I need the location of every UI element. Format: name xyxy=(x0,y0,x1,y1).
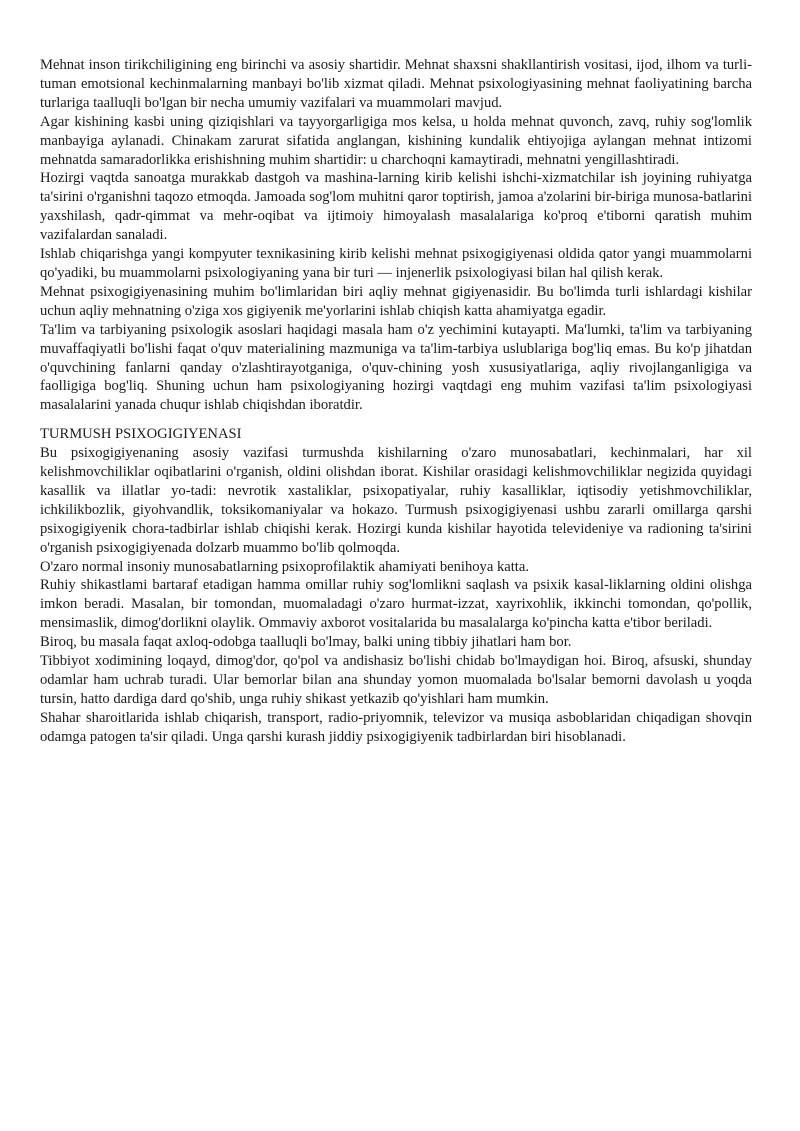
paragraph-education-psychology: Ta'lim va tarbiyaning psixologik asoslari haqidagi masala ham o'z yechimini kutayapti. Ma'lumki, ta'lim va tarbiyaning muvaffaqiyatli bo'lishi faqat o'quv materialining mazmuniga va ta'lim-tarbiya uslublariga bog'liq emas. Bu ko'p jihatdan o'quvchining fanlarni qanday o'zlashtirayotganiga, o'quv-chining yosh xususiyatlariga, aqliy rivojlanganligiga va faolligiga bog'liq. Shuning uchun ham psixologiyaning hozirgi vaqtdagi eng muhim vazifasi ta'lim psixologiyasi masalalarini yanada chuqur ishlab chiqishdan iboratdir. xyxy=(40,321,752,414)
paragraph-household-task: Bu psixogigiyenaning asosiy vazifasi turmushda kishilarning o'zaro munosabatlari, kechinmalari, har xil kelishmovchiliklar oqibatlarini o'rganish, oldini olishdan iborat. Kishilar orasidagi kelishmovchiliklar negizida quyidagi kasallik va illatlar yo-tadi: nevrotik xastaliklar, psixopatiyalar, ruhiy kasalliklar, iqtisodiy yetishmovchiliklar, ichkilikbozlik, giyohvandlik, toksikomaniyalar va hokazo. Turmush psixogigiyenasi ushbu zararli omillarga qarshi psixogigiyenik chora-tadbirlar ishlab chiqishi kerak. Hozirgi kunda kishilar hayotida televideniye va radioning ta'sirini o'rganish psixogigiyenada dolzarb muammo bo'lib qolmoqda. xyxy=(40,445,752,556)
paragraph-profession-joy: Agar kishining kasbi uning qiziqishlari va tayyorgarligiga mos kelsa, u holda mehnat quvonch, zavq, ruhiy sog'lomlik manbayiga aylanadi. Chinakam zarurat sifatida anglangan, kishining kundalik ehtiyojiga aylangan mehnat intizomi mehnatda samaradorlikka erishishning muhim shartidir: u charchoqni kamaytiradi, mehnatni yengillashtiradi. xyxy=(40,113,752,168)
paragraph-normal-relations: O'zaro normal insoniy munosabatlarning psixoprofilaktik ahamiyati benihoya katta. xyxy=(40,558,529,575)
paragraph-urban-noise: Shahar sharoitlarida ishlab chiqarish, transport, radio-priyomnik, televizor va musiqa asboblaridan chiqadigan shovqin odamga patogen ta'sir qiladi. Unga qarshi kurash jiddiy psixogigiyenik tadbirlardan biri hisoblanadi. xyxy=(40,709,752,745)
section-spacer xyxy=(40,415,752,425)
paragraph-trauma-factors: Ruhiy shikastlami bartaraf etadigan hamma omillar ruhiy sog'lomlikni saqlash va psixik kasal-liklarning oldini olishga imkon beradi. Masalan, bir tomondan, muomaladagi o'zaro hurmat-izzat, xayrixohlik, ikkinchi tomondan, qo'pollik, mensimaslik, dimog'dorlikni olaylik. Ommaviy axborot vositalarida bu masalalarga ko'pincha katta e'tibor beriladi. xyxy=(40,577,752,632)
document-page xyxy=(40,56,752,747)
paragraph-computer-technology: Ishlab chiqarishga yangi kompyuter texnikasining kirib kelishi mehnat psixogigiyenasi oldida qator yangi muammolarni qo'yadiki, bu muammolarni psixologiyaning yana bir turi — injenerlik psixologiyasi bilan hal qilish kerak. xyxy=(40,246,752,281)
paragraph-industry-workplace: Hozirgi vaqtda sanoatga murakkab dastgoh va mashina-larning kirib kelishi ishchi-xizmatchilar ish joyining ruhiyatga ta'sirini o'rganishni taqozo etmoqda. Jamoada sog'lom muhitni qaror toptirish, jamoa a'zolarini bir-biriga munosa-batlarini yaxshilash, qadr-qimmat va mehr-oqibat va ijtimoiy himoyalash masalalariga ko'proq e'tiborni qaratish muhim vazifalardan sanaladi. xyxy=(40,170,752,244)
section-heading: TURMUSH PSIXOGIGIYENASI xyxy=(40,426,242,443)
paragraph-mental-labor: Mehnat psixogigiyenasining muhim bo'limlaridan biri aqliy mehnat gigiyenasidir. Bu bo'limda turli ishlardagi kishilar uchun aqliy mehnatning o'ziga xos gigiyenik me'yorlarini ishlab chiqish katta ahamiyatga egadir. xyxy=(40,283,752,319)
paragraph-labor-basis: Mehnat inson tirikchiligining eng birinchi va asosiy shartidir. Mehnat shaxsni shakllantirish vositasi, ijod, ilhom va turli-tuman emotsional kechinmalarning manbayi bo'lib xizmat qiladi. Mehnat psixologiyasining mehnat faoliyatining barcha turlariga taalluqli bo'lgan bir necha umumiy vazifalari va muammolari mavjud. xyxy=(40,57,752,111)
paragraph-medical-staff: Tibbiyot xodimining loqayd, dimog'dor, qo'pol va andishasiz bo'lishi chidab bo'lmaydigan hoi. Biroq, afsuski, shunday odamlar ham uchrab turadi. Ular bemorlar bilan ana shunday yomon muomalada bo'lsalar bemorni davolash u yoqda tursin, hatto dardiga dard qo'shib, unga ruhiy shikast yetkazib qo'yishlari ham mumkin. xyxy=(40,653,752,707)
paragraph-medical-aspects: Biroq, bu masala faqat axloq-odobga taalluqli bo'lmay, balki uning tibbiy jihatlari ham bor. xyxy=(40,634,572,651)
